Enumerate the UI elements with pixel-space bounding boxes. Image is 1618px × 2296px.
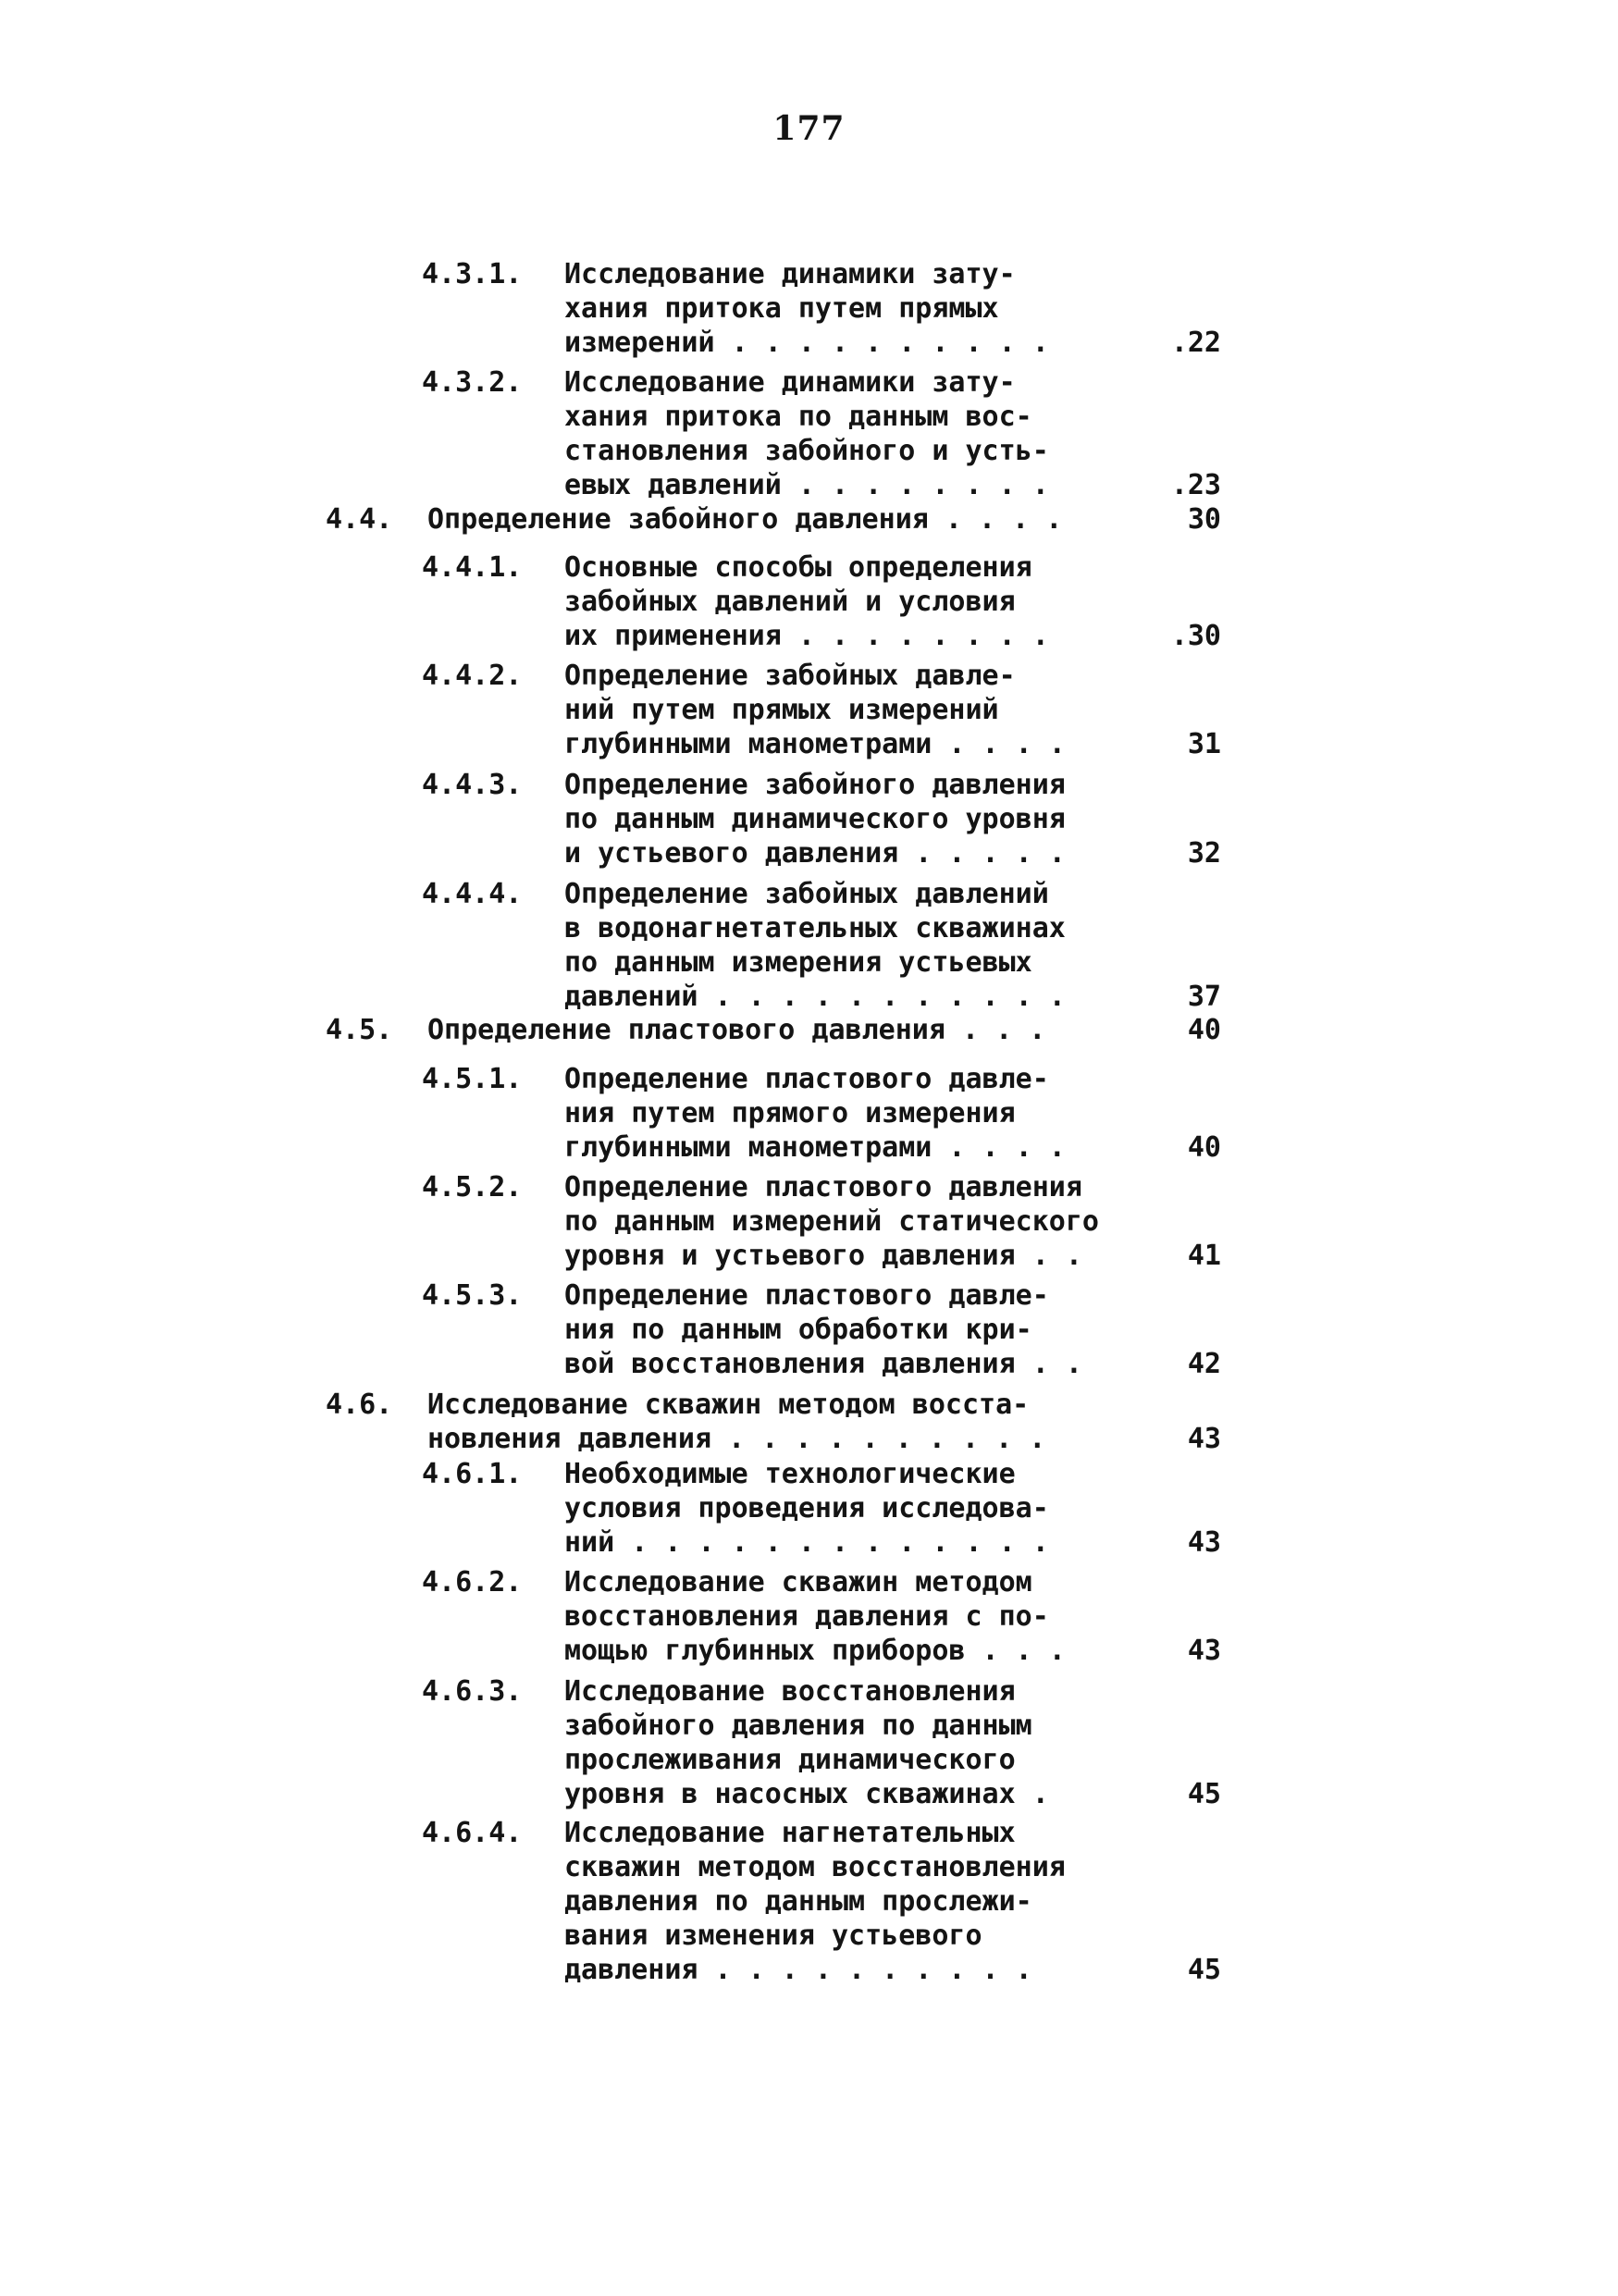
toc-entry-title-line: Исследование динамики зату- (564, 366, 1016, 399)
toc-entry-title-line: Определение пластового давления . . . (427, 1014, 1046, 1046)
toc-entry-page-number: 43 (1187, 1423, 1221, 1455)
toc-entry-page-number: 32 (1187, 837, 1221, 870)
toc-entry-page-number: 40 (1187, 1131, 1221, 1164)
toc-entry-number: 4.4.3. (422, 769, 523, 801)
toc-entry-title-line: ний путем прямых измерений (564, 694, 999, 726)
toc-entry-title-line: восстановления давления с по- (564, 1600, 1049, 1633)
toc-entry-title-line: по данным динамического уровня (564, 803, 1066, 835)
toc-entry-title-line: Исследование нагнетательных (564, 1817, 1016, 1849)
toc-entry-title-line: по данным измерения устьевых (564, 946, 1032, 979)
toc-entry-title-line: мощью глубинных приборов . . . (564, 1635, 1066, 1667)
toc-entry-number: 4.6.3. (422, 1675, 523, 1708)
toc-entry-title-line: Определение забойных давлений (564, 878, 1049, 910)
toc-subsection-entry (0, 257, 1618, 360)
toc-entry-page-number: 37 (1187, 981, 1221, 1013)
toc-entry-title-line: глубинными манометрами . . . . (564, 1131, 1066, 1164)
toc-entry-title-line: давления . . . . . . . . . . (564, 1954, 1032, 1986)
toc-entry-title-line: Исследование скважин методом восста- (427, 1389, 1030, 1421)
toc-entry-page-number: 41 (1187, 1240, 1221, 1272)
toc-entry-title-line: в водонагнетательных скважинах (564, 912, 1066, 944)
toc-entry-title-line: хания притока путем прямых (564, 292, 999, 325)
toc-entry-title-line: давления по данным прослежи- (564, 1885, 1032, 1918)
toc-entry-number: 4.4.2. (422, 660, 523, 692)
toc-entry-page-number: 42 (1187, 1348, 1221, 1380)
toc-entry-page-number: .22 (1170, 327, 1221, 359)
toc-entry-title-line: давлений . . . . . . . . . . . (564, 981, 1066, 1013)
toc-entry-number: 4.6.1. (422, 1458, 523, 1490)
toc-entry-title-line: евых давлений . . . . . . . . (564, 469, 1049, 501)
toc-entry-number: 4.6. (326, 1389, 393, 1421)
toc-entry-number: 4.4. (326, 503, 393, 536)
toc-entry-title-line: Необходимые технологические (564, 1458, 1016, 1490)
toc-entry-title-line: вания изменения устьевого (564, 1920, 982, 1952)
toc-entry-page-number: 30 (1187, 503, 1221, 536)
toc-entry-title-line: по данным измерений статического (564, 1205, 1099, 1238)
toc-entry-title-line: забойного давления по данным (564, 1710, 1032, 1742)
toc-entry-title-line: Определение забойного давления (564, 769, 1066, 801)
toc-entry-title-line: Определение пластового давле- (564, 1063, 1049, 1095)
toc-entry-title-line: Определение забойных давле- (564, 660, 1016, 692)
toc-entry-page-number: 43 (1187, 1635, 1221, 1667)
toc-subsection-entry (0, 1062, 1618, 1165)
toc-entry-page-number: 31 (1187, 728, 1221, 760)
toc-entry-title-line: уровня в насосных скважинах . (564, 1778, 1049, 1810)
toc-entry-number: 4.3.2. (422, 366, 523, 399)
toc-entry-page-number: .30 (1170, 620, 1221, 652)
toc-section-entry (0, 1013, 1618, 1047)
toc-entry-number: 4.5. (326, 1014, 393, 1046)
toc-entry-number: 4.5.1. (422, 1063, 523, 1095)
toc-subsection-entry (0, 365, 1618, 502)
toc-entry-title-line: Исследование динамики зату- (564, 258, 1016, 290)
toc-entry-title-line: становления забойного и усть- (564, 435, 1049, 467)
toc-section-entry (0, 1388, 1618, 1456)
toc-entry-title-line: хания притока по данным вос- (564, 401, 1032, 433)
toc-entry-number: 4.3.1. (422, 258, 523, 290)
toc-entry-page-number: 43 (1187, 1526, 1221, 1559)
toc-entry-number: 4.4.1. (422, 551, 523, 584)
toc-entry-number: 4.4.4. (422, 878, 523, 910)
toc-entry-page-number: 40 (1187, 1014, 1221, 1046)
toc-entry-title-line: прослеживания динамического (564, 1744, 1016, 1776)
toc-subsection-entry (0, 659, 1618, 761)
toc-entry-title-line: забойных давлений и условия (564, 586, 1016, 618)
toc-section-entry (0, 502, 1618, 537)
toc-subsection-entry (0, 1278, 1618, 1381)
toc-entry-page-number: .23 (1170, 469, 1221, 501)
toc-subsection-entry (0, 877, 1618, 1014)
toc-entry-title-line: Исследование восстановления (564, 1675, 1016, 1708)
toc-entry-title-line: ния по данным обработки кри- (564, 1314, 1032, 1346)
toc-entry-title-line: скважин методом восстановления (564, 1851, 1066, 1883)
toc-subsection-entry (0, 550, 1618, 653)
toc-entry-page-number: 45 (1187, 1778, 1221, 1810)
toc-subsection-entry (0, 1170, 1618, 1273)
toc-subsection-entry (0, 1565, 1618, 1668)
toc-entry-number: 4.5.2. (422, 1171, 523, 1204)
toc-subsection-entry (0, 1674, 1618, 1811)
toc-entry-title-line: Определение пластового давле- (564, 1279, 1049, 1312)
toc-entry-page-number: 45 (1187, 1954, 1221, 1986)
toc-entry-title-line: ний . . . . . . . . . . . . . (564, 1526, 1049, 1559)
toc-entry-title-line: Определение забойного давления . . . . (427, 503, 1063, 536)
page-number: 177 (772, 109, 846, 148)
toc-entry-title-line: и устьевого давления . . . . . (564, 837, 1066, 870)
toc-entry-title-line: Определение пластового давления (564, 1171, 1082, 1204)
toc-entry-title-line: глубинными манометрами . . . . (564, 728, 1066, 760)
toc-entry-title-line: их применения . . . . . . . . (564, 620, 1049, 652)
toc-entry-title-line: вой восстановления давления . . (564, 1348, 1082, 1380)
toc-subsection-entry (0, 1816, 1618, 1987)
toc-subsection-entry (0, 1457, 1618, 1560)
toc-entry-title-line: Исследование скважин методом (564, 1566, 1032, 1599)
toc-subsection-entry (0, 768, 1618, 870)
toc-entry-title-line: новления давления . . . . . . . . . . (427, 1423, 1046, 1455)
toc-entry-title-line: ния путем прямого измерения (564, 1097, 1016, 1129)
toc-entry-title-line: уровня и устьевого давления . . (564, 1240, 1082, 1272)
toc-entry-number: 4.5.3. (422, 1279, 523, 1312)
toc-entry-title-line: измерений . . . . . . . . . . (564, 327, 1049, 359)
toc-entry-number: 4.6.2. (422, 1566, 523, 1599)
toc-entry-title-line: Основные способы определения (564, 551, 1032, 584)
toc-entry-title-line: условия проведения исследова- (564, 1492, 1049, 1524)
toc-entry-number: 4.6.4. (422, 1817, 523, 1849)
